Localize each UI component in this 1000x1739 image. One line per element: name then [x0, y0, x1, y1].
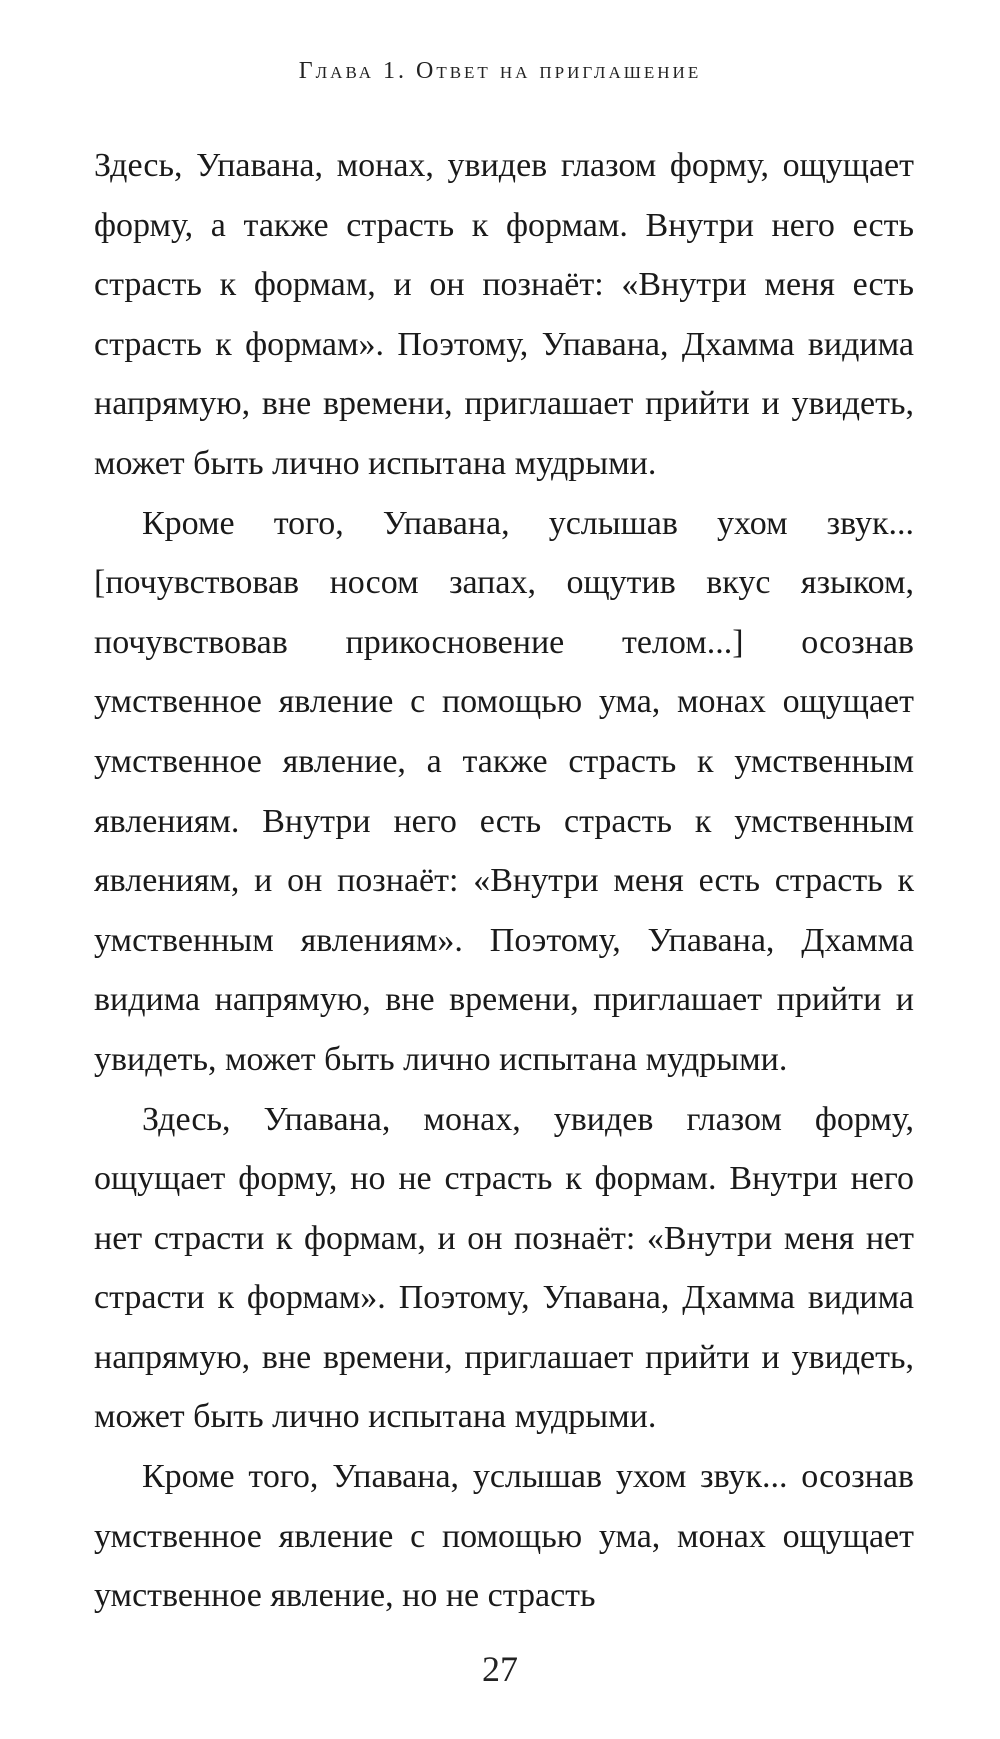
paragraph: Здесь, Упавана, монах, увидев глазом форму, ощущает форму, но не страсть к формам. Внутри него нет страсти к формам, и он познаёт: «Внутри меня нет страсти к формам». Поэтому, Упавана, Дхамма видима напрямую, вне времени, приглашает прийти и увидеть, может быть лично испытана мудрыми. — [94, 1100, 914, 1436]
paragraph: Кроме того, Упавана, услышав ухом звук... осознав умственное явление с помощью ума, монах ощущает умственное явление, но не страсть — [94, 1458, 914, 1615]
running-head: Глава 1. Ответ на приглашение — [298, 58, 702, 84]
paragraph: Здесь, Упавана, монах, увидев глазом форму, ощущает форму, а также страсть к формам. Внутри него есть страсть к формам, и он познаёт: «Внутри меня есть страсть к формам». Поэтому, Упавана, Дхамма видима напрямую, вне времени, приглашает прийти и увидеть, может быть лично испытана мудрыми. — [94, 147, 914, 482]
paragraph: Кроме того, Упавана, услышав ухом звук... [почувствовав носом запах, ощутив вкус языком, почувствовав прикосновение телом...] осознав умственное явление с помощью ума, монах ощущает умственное явление, а также страсть к умственным явлениям. Внутри него есть страсть к умственным явлениям, и он познаёт: «Внутри меня есть страсть к умственным явлениям». Поэтому, Упавана, Дхамма видима напрямую, вне времени, приглашает прийти и увидеть, может быть лично испытана мудрыми. — [94, 504, 914, 1078]
page-number: 27 — [482, 1649, 518, 1689]
body-text — [94, 136, 914, 1626]
